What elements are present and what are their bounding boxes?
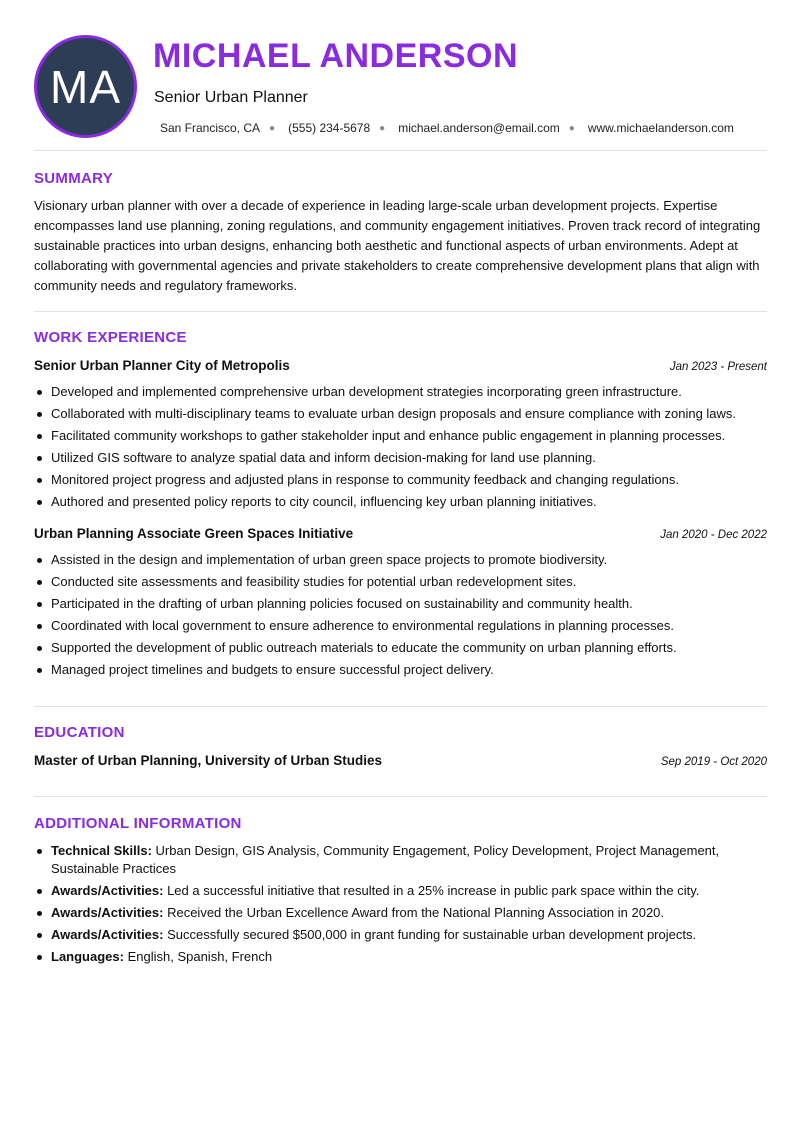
list-item [34, 948, 769, 966]
list-item [34, 882, 769, 900]
job-bullet-list [34, 549, 769, 681]
list-item: Developed and implemented comprehensive urban development strategies incorporating green infrastructure. [34, 381, 769, 403]
list-item: Supported the development of public outreach materials to educate the community on urban planning efforts. [34, 637, 769, 659]
section-heading-summary: SUMMARY [34, 170, 114, 187]
contact-email[interactable]: michael.anderson@email.com [398, 121, 560, 135]
list-item [34, 926, 769, 944]
additional-info-list [34, 842, 769, 970]
list-item: Authored and presented policy reports to city council, influencing key urban planning initiatives. [34, 491, 769, 513]
contact-phone: (555) 234-5678 [288, 121, 371, 135]
candidate-title: Senior Urban Planner [154, 89, 308, 106]
education-entry [34, 753, 767, 768]
job-header [34, 358, 767, 373]
item-text: Led a successful initiative that resulted in a 25% increase in public park space within the city. [163, 883, 700, 898]
contact-bar [160, 121, 734, 135]
job-role: Urban Planning Associate Green Spaces Initiative [34, 526, 354, 541]
job-date: Jan 2023 - Present [669, 361, 767, 373]
divider [34, 796, 767, 797]
job-date: Jan 2020 - Dec 2022 [660, 529, 767, 541]
education-degree: Master of Urban Planning, University of Urban Studies [34, 753, 383, 768]
item-text: Received the Urban Excellence Award from the National Planning Association in 2020. [163, 905, 665, 920]
candidate-name: MICHAEL ANDERSON [153, 37, 519, 75]
list-item: Assisted in the design and implementation of urban green space projects to promote biodiversity. [34, 549, 769, 571]
separator-dot-icon: ● [568, 122, 575, 134]
job-bullet-list [34, 381, 769, 513]
item-text: Urban Design, GIS Analysis, Community Engagement, Policy Development, Project Management, Sustainable Practices [51, 843, 720, 876]
item-text: English, Spanish, French [123, 949, 273, 964]
separator-dot-icon: ● [269, 122, 276, 134]
section-heading-experience: WORK EXPERIENCE [34, 329, 187, 346]
list-item: Conducted site assessments and feasibility studies for potential urban redevelopment sites. [34, 571, 769, 593]
item-label: Languages: [51, 949, 124, 964]
job-header [34, 526, 767, 541]
list-item: Utilized GIS software to analyze spatial data and inform decision-making for land use planning. [34, 447, 769, 469]
list-item: Managed project timelines and budgets to ensure successful project delivery. [34, 659, 769, 681]
section-heading-education: EDUCATION [34, 724, 125, 741]
job-role: Senior Urban Planner City of Metropolis [34, 358, 290, 373]
avatar-initials: MA [50, 60, 121, 113]
list-item: Collaborated with multi-disciplinary teams to evaluate urban design proposals and ensure compliance with zoning laws. [34, 403, 769, 425]
divider [34, 706, 767, 707]
item-text: Successfully secured $500,000 in grant funding for sustainable urban development projects. [163, 927, 697, 942]
divider [34, 311, 767, 312]
list-item: Monitored project progress and adjusted plans in response to community feedback and changing regulations. [34, 469, 769, 491]
list-item [34, 904, 769, 922]
list-item: Coordinated with local government to ensure adherence to environmental regulations in planning processes. [34, 615, 769, 637]
avatar [34, 35, 137, 138]
item-label: Awards/Activities: [51, 883, 164, 898]
section-heading-additional: ADDITIONAL INFORMATION [34, 815, 242, 832]
list-item: Facilitated community workshops to gather stakeholder input and enhance public engagement in planning processes. [34, 425, 769, 447]
separator-dot-icon: ● [379, 122, 386, 134]
item-label: Awards/Activities: [51, 905, 164, 920]
education-date: Sep 2019 - Oct 2020 [660, 756, 767, 768]
item-label: Awards/Activities: [51, 927, 164, 942]
list-item [34, 842, 769, 878]
list-item: Participated in the drafting of urban planning policies focused on sustainability and community health. [34, 593, 769, 615]
divider [34, 150, 767, 151]
item-label: Technical Skills: [51, 843, 152, 858]
contact-website[interactable]: www.michaelanderson.com [587, 121, 734, 135]
contact-location: San Francisco, CA [160, 121, 261, 135]
summary-text: Visionary urban planner with over a decade of experience in leading large-scale urban development projects. Expertise encompasses land use planning, zoning regulations, and community engagement initiatives. Proven track record of integrating sustainable practices into urban designs, enhancing both aesthetic and functional aspects of urban environments. Adept at collaborating with governmental agencies and private stakeholders to create comprehensive development plans that align with community needs and regulatory frameworks. [34, 198, 761, 293]
